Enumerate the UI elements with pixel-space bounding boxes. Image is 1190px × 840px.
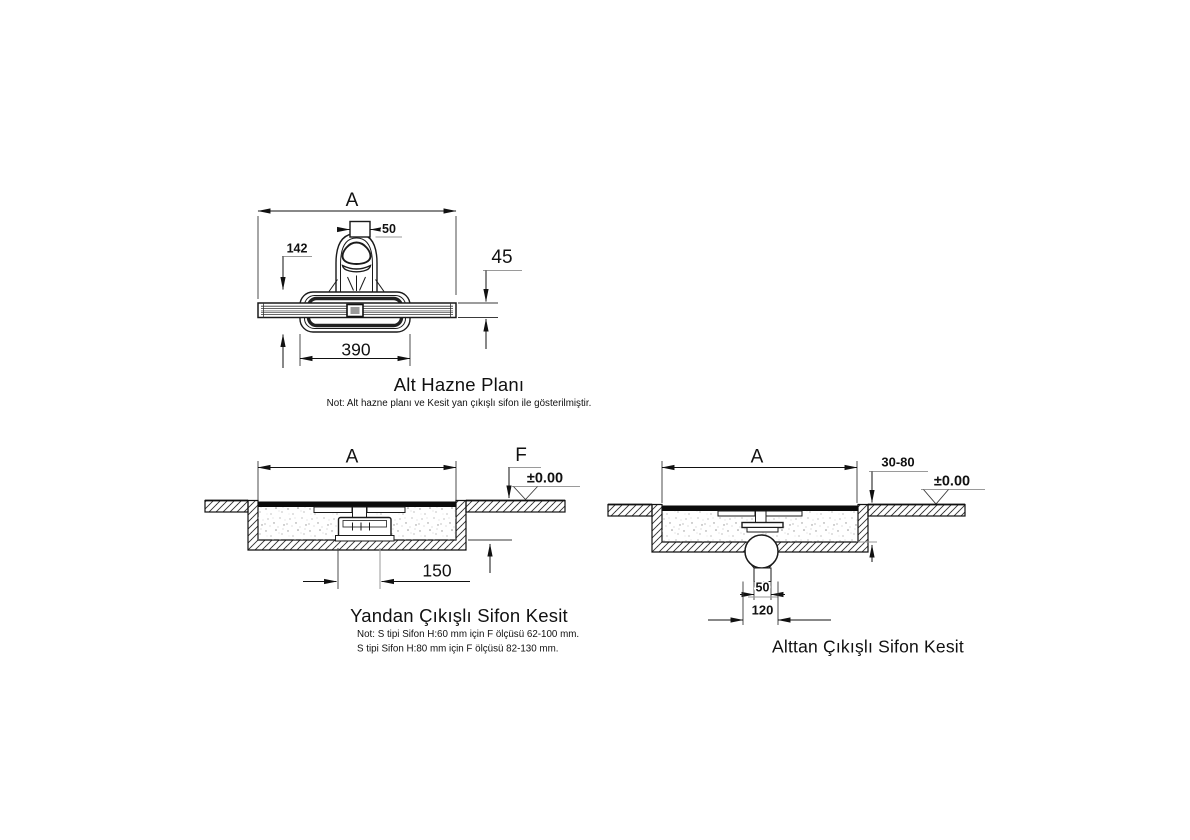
- plan-dim-channel-height: [458, 247, 522, 349]
- channel-underside-right: [765, 511, 802, 516]
- channel-center-outlet-core: [351, 307, 360, 314]
- siphon-body-bottom: [742, 523, 783, 582]
- floor-slab-right: [466, 501, 565, 513]
- side-section-title: Yandan Çıkışlı Sifon Kesit: [350, 605, 568, 626]
- bottom-level-label: ±0.00: [933, 473, 971, 490]
- side-dim-total-width: [258, 447, 456, 501]
- side-level-label: ±0.00: [526, 470, 564, 487]
- siphon-plan-outline: [329, 222, 384, 293]
- channel-underside-left: [314, 507, 352, 513]
- level-symbol: [924, 490, 949, 505]
- level-symbol: [514, 487, 538, 500]
- siphon-outlet-stub: [350, 222, 370, 238]
- bottom-dim-total-width: [662, 447, 857, 504]
- plan-dim-a-label: A: [345, 190, 359, 211]
- side-dim-a-label: A: [345, 446, 359, 468]
- side-dim-siphon: [303, 548, 470, 589]
- plan-dim-142-label: 142: [286, 241, 308, 256]
- side-level-marker: [511, 471, 580, 500]
- grate-profile: [662, 506, 858, 512]
- siphon-body-side: [336, 518, 395, 542]
- side-section-note-1: Not: S tipi Sifon H:60 mm için F ölçüsü 62-100 mm.: [357, 629, 580, 640]
- plan-view-title: Alt Hazne Planı: [393, 374, 525, 395]
- channel-underside-left: [718, 511, 755, 516]
- bottom-section-title: Alttan Çıkışlı Sifon Kesit: [772, 636, 964, 657]
- side-dim-f-label: F: [515, 445, 527, 466]
- side-dim-150-label: 150: [422, 560, 452, 581]
- bottom-dim-siphon-body: [708, 582, 831, 626]
- bottom-outlet-section-view: [608, 447, 985, 657]
- bottom-dim-50-label: 50: [755, 580, 770, 595]
- plan-dim-390-label: 390: [341, 339, 371, 360]
- grate-profile: [258, 502, 456, 508]
- plan-view: [258, 190, 591, 409]
- side-section-note-2: S tipi Sifon H:80 mm için F ölçüsü 82-130 mm.: [357, 643, 559, 655]
- bottom-dim-a-label: A: [750, 446, 764, 468]
- siphon-neck: [756, 511, 767, 523]
- bottom-dim-3080-label: 30-80: [881, 454, 915, 470]
- plan-dim-50-label: 50: [382, 222, 396, 236]
- drain-channel-plan: [258, 303, 456, 318]
- siphon-collar: [742, 523, 783, 528]
- floor-slab-right: [868, 505, 965, 517]
- side-depth-arrow: [468, 540, 512, 573]
- outlet-pipe: [754, 568, 771, 582]
- bottom-dim-depth-range: [869, 455, 928, 503]
- bottom-level-marker: [921, 474, 985, 505]
- bottom-dim-120-label: 120: [751, 602, 774, 618]
- plan-dim-45-label: 45: [491, 247, 513, 268]
- side-outlet-section-view: [205, 445, 580, 655]
- plan-dim-body-width: [300, 334, 410, 366]
- channel-underside-right: [367, 507, 405, 513]
- floor-slab-left: [608, 505, 652, 517]
- siphon-neck: [353, 507, 367, 518]
- floor-slab-left: [205, 501, 248, 513]
- plan-view-note: Not: Alt hazne planı ve Kesit yan çıkışlı sifon ile gösterilmiştir.: [326, 398, 592, 409]
